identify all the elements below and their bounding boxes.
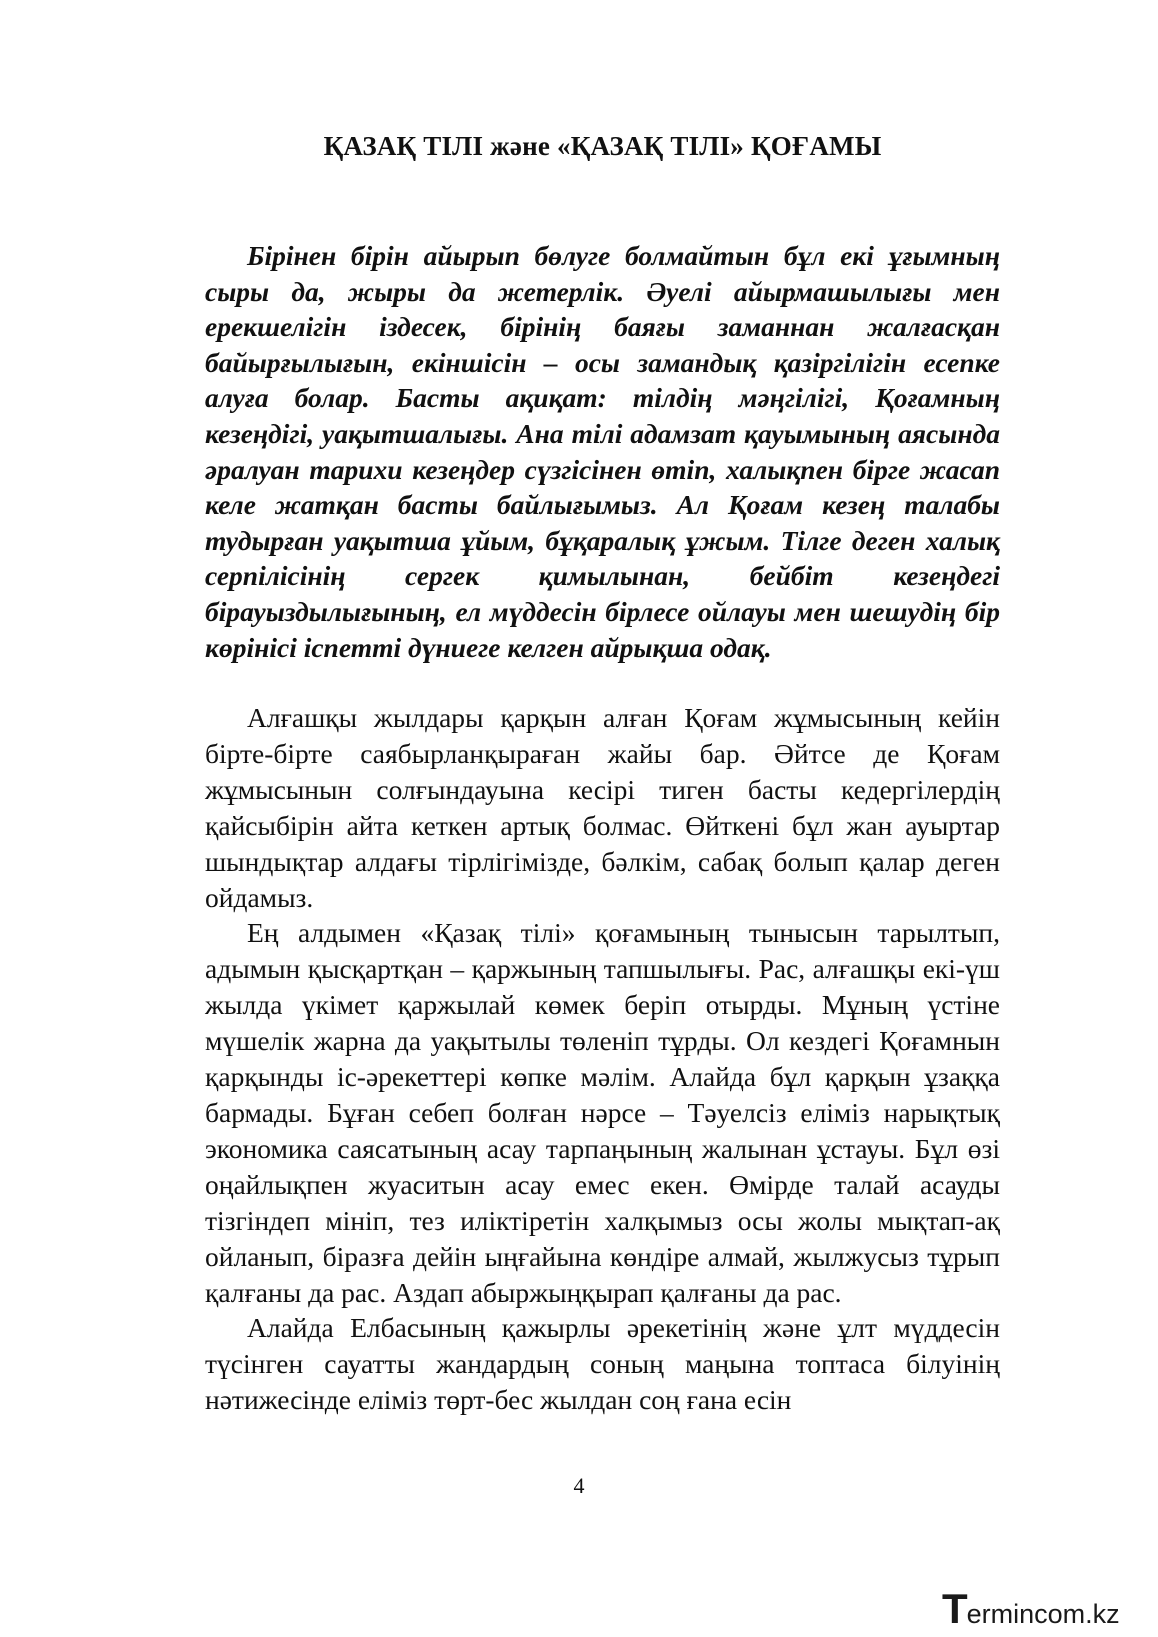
- termincom-logo: [942, 1585, 1120, 1632]
- body-text: [205, 700, 1000, 1418]
- logo-text: ermincоm.kz: [966, 1599, 1120, 1629]
- paragraph-2: Ең алдымен «Қазақ тілі» қоғамының тынысын тарылтып, адымын қысқартқан – қаржының тапшылығы. Рас, алғашқы екі-үш жылда үкімет қаржылай көмек беріп отырды. Мұның үстіне мүшелік жарна да уақытылы төленіп тұрды. Ол кездегі Қоғамнын қарқынды іс-әрекеттері көпке мәлім. Алайда бұл қарқын ұзаққа бармады. Бұған себеп болған нәрсе – Тәуелсіз еліміз нарықтық экономика саясатының асау тарпаңының жалынан ұстауы. Бұл өзі оңайлықпен жуаситын асау емес екен. Өмірде талай асауды тізгіндеп мініп, тез иліктіретін халқымыз осы жолы мықтап-ақ ойланып, біразға дейін ыңғайына көндіре алмай, жылжусыз тұрып қалғаны да рас. Аздап абыржыңқырап қалғаны да рас.: [205, 917, 1000, 1308]
- page-number: 4: [573, 1473, 585, 1498]
- epigraph: Бірінен бірін айырып бөлуге болмайтын бұл екі ұғымның сыры да, жыры да жетерлік. Әуелі айырмашылығы мен ерекшелігін іздесек, бірінің баяғы заманнан жалғасқан байырғылығын, екіншісін – осы замандық қазіргілігін есепке алуға болар. Басты ақиқат: тілдің мәңгілігі, Қоғамның кезеңдігі, уақытшалығы. Ана тілі адамзат қауымының аясында әралуан тарихи кезеңдер сүзгісінен өтіп, халықпен бірге жасап келе жатқан басты байлығымыз. Ал Қоғам кезең талабы тудырған уақытша ұйым, бұқаралық ұжым. Тілге деген халық серпілісінің сергек қимылынан, бейбіт кезеңдегі бірауыздылығының, ел мүддесін бірлесе ойлауы мен шешудің бір көрінісі іспетті дүниеге келген айрықша одақ.: [205, 240, 1000, 663]
- page-title: ҚАЗАҚ ТІЛІ және «ҚАЗАҚ ТІЛІ» ҚОҒАМЫ: [323, 131, 882, 161]
- paragraph-1: Алғашқы жылдары қарқын алған Қоғам жұмысының кейін бірте-бірте саябырланқыраған жайы бар. Әйтсе де Қоғам жұмысынын солғындауына кесірі тиген басты кедергілердің қайсыбірін айта кеткен артық болмас. Өйткені бұл жан ауыртар шындықтар алдағы тірлігімізде, бәлкім, сабақ болып қалар деген ойдамыз.: [205, 702, 1000, 913]
- paragraph-3: Алайда Елбасының қажырлы әрекетінің және ұлт мүддесін түсінген сауатты жандардың соның маңына топтаса білуінің нәтижесінде еліміз төрт-бес жылдан соң ғана есін: [205, 1312, 1000, 1416]
- logo-lead-letter: T: [942, 1585, 967, 1632]
